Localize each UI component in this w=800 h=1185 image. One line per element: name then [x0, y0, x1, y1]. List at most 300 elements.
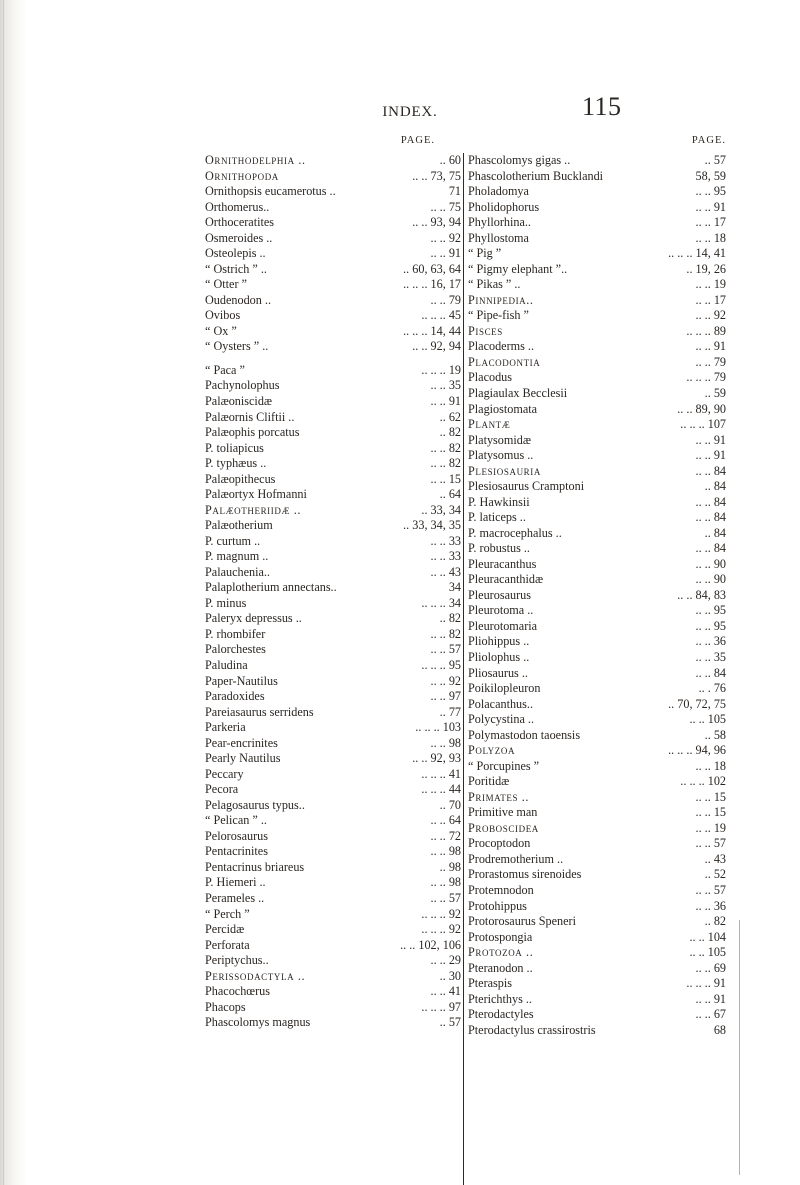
entry-name: Pliohippus .. — [468, 634, 530, 649]
entry-name: Plagiostomata — [468, 401, 538, 416]
running-head — [0, 94, 800, 124]
index-entry — [468, 1007, 726, 1023]
entry-page: .. .. 79 — [430, 292, 461, 307]
index-entry — [205, 518, 461, 534]
entry-name: P. curtum .. — [205, 533, 261, 548]
entry-name: “ Pipe-fish ” — [468, 308, 529, 323]
entry-name: Paradoxides — [205, 689, 265, 704]
index-entry — [468, 976, 726, 992]
entry-name: Protorosaurus Speneri — [468, 914, 576, 929]
index-entry — [205, 875, 461, 891]
page-label: PAGE. — [400, 135, 435, 146]
entry-page: .. 64 — [439, 487, 461, 502]
index-entry — [205, 262, 461, 278]
entry-name: Pholadomya — [468, 184, 529, 199]
index-entry — [205, 813, 461, 829]
entry-page: .. .. 15 — [430, 471, 461, 486]
index-entry — [205, 200, 461, 216]
entry-name: Pterodactylus crassirostris — [468, 1022, 596, 1037]
entry-name: Pentacrinites — [205, 844, 268, 859]
index-entry — [205, 184, 461, 200]
entry-name: Palæophis porcatus — [205, 425, 300, 440]
entry-name: Paludina — [205, 658, 248, 672]
entry-name: Ornithodelphia .. — [205, 153, 306, 167]
index-entry — [205, 922, 461, 938]
index-entry — [205, 829, 461, 845]
entry-page: .. .. 93, 94 — [412, 215, 461, 230]
index-entry — [468, 215, 726, 231]
entry-page: .. .. 19 — [695, 277, 726, 292]
index-entry — [205, 363, 461, 379]
index-entry — [205, 844, 461, 860]
entry-page: .. 52 — [704, 867, 726, 882]
entry-page: .. .. 73, 75 — [412, 168, 461, 183]
entry-name: Palæotherium — [205, 518, 273, 533]
entry-page: .. .. 15 — [695, 805, 726, 820]
entry-name: Pelorosaurus — [205, 828, 268, 843]
entry-name: P. rhombifer — [205, 626, 266, 641]
entry-page: .. .. .. 19 — [421, 362, 461, 377]
entry-name: “ Pikas ” .. — [468, 277, 521, 292]
entry-page: .. 70, 72, 75 — [668, 696, 726, 711]
entry-name: P. minus — [205, 595, 247, 610]
index-entry — [468, 774, 726, 790]
index-entry — [205, 293, 461, 309]
index-entry — [205, 580, 461, 596]
entry-name: Plagiaulax Becclesii — [468, 385, 568, 400]
entry-name: Platysomidæ — [468, 432, 531, 447]
entry-name: Primitive man — [468, 805, 538, 820]
index-entry — [205, 953, 461, 969]
entry-name: “ Pig ” — [468, 246, 502, 261]
entry-page: .. .. 18 — [695, 230, 726, 245]
index-entry — [468, 370, 726, 386]
entry-page: .. .. .. 44 — [421, 782, 461, 797]
left-column — [205, 135, 461, 1031]
entry-page: .. .. .. 103 — [415, 720, 461, 735]
entry-name: Pearly Nautilus — [205, 751, 281, 766]
entry-page: .. .. .. 14, 41 — [668, 246, 726, 261]
entry-name: Phascolomys gigas .. — [468, 153, 571, 167]
index-entry — [205, 231, 461, 247]
index-entry — [468, 402, 726, 418]
index-entry — [468, 650, 726, 666]
entry-page: .. .. .. 94, 96 — [668, 743, 726, 758]
index-entry — [205, 410, 461, 426]
entry-name: P. toliapicus — [205, 440, 264, 455]
index-entry — [468, 805, 726, 821]
entry-name: “ Paca ” — [205, 362, 245, 377]
entry-page: .. .. 98 — [430, 844, 461, 859]
entry-page: .. .. .. 79 — [686, 370, 726, 385]
entry-name: Pteraspis — [468, 976, 513, 991]
index-entry — [205, 627, 461, 643]
entry-page: .. .. 84 — [695, 494, 726, 509]
entry-name: Ornithopoda — [205, 168, 279, 183]
index-entry — [205, 938, 461, 954]
entry-page: .. .. 17 — [695, 292, 726, 307]
index-entry — [205, 456, 461, 472]
entry-page: .. .. 33 — [430, 533, 461, 548]
index-entry — [205, 596, 461, 612]
index-entry — [468, 572, 726, 588]
entry-name: P. typhæus .. — [205, 456, 267, 471]
entry-name: Proboscidea — [468, 820, 539, 835]
entry-name: “ Ox ” — [205, 323, 237, 338]
entry-name: Plesiosauria — [468, 463, 541, 478]
entry-page: .. .. 92 — [430, 673, 461, 688]
index-entry — [205, 534, 461, 550]
entry-name: Pterichthys .. — [468, 991, 532, 1006]
entry-page: .. .. 84 — [695, 510, 726, 525]
entry-name: Pteranodon .. — [468, 960, 533, 975]
entry-name: Palorchestes — [205, 642, 266, 657]
index-entry — [468, 899, 726, 915]
index-entry — [205, 324, 461, 340]
index-entry — [468, 448, 726, 464]
entry-page: 71 — [448, 184, 461, 199]
entry-page: .. 82 — [704, 914, 726, 929]
entry-page: .. .. 91 — [695, 199, 726, 214]
index-entry — [205, 487, 461, 503]
entry-name: Pentacrinus briareus — [205, 859, 305, 874]
entry-name: Pinnipedia.. — [468, 292, 534, 307]
entry-page: .. .. .. 41 — [421, 766, 461, 781]
entry-name: Pterodactyles — [468, 1007, 534, 1022]
index-entry — [468, 883, 726, 899]
index-entry — [205, 441, 461, 457]
index-entry — [468, 526, 726, 542]
entry-name: P. Hawkinsii — [468, 494, 530, 509]
entry-name: Plantæ — [468, 417, 511, 432]
column-divider — [463, 153, 464, 1185]
entry-page: .. .. .. 95 — [421, 658, 461, 672]
entry-page: .. .. 91 — [695, 448, 726, 463]
entry-name: Phyllorhina.. — [468, 215, 531, 230]
entry-page: .. .. 36 — [695, 898, 726, 913]
entry-name: Protohippus — [468, 898, 527, 913]
entry-name: “ Oysters ” .. — [205, 339, 269, 354]
entry-name: Primates .. — [468, 789, 530, 804]
entry-name: Pleuracanthus — [468, 556, 537, 571]
entry-name: Plesiosaurus Cramptoni — [468, 479, 585, 494]
entry-page: .. .. 84, 83 — [677, 587, 726, 602]
entry-page: .. .. 57 — [695, 836, 726, 851]
entry-page: .. .. 90 — [695, 572, 726, 587]
index-entry — [468, 697, 726, 713]
entry-page: .. 57 — [439, 1015, 461, 1030]
entry-name: Palaplotherium annectans.. — [205, 580, 337, 595]
index-entry — [468, 557, 726, 573]
entry-page: .. .. .. 92 — [421, 922, 461, 937]
index-entry — [468, 914, 726, 930]
entry-name: Osteolepis .. — [205, 246, 266, 261]
entry-name: Ovibos — [205, 308, 241, 323]
entry-page: .. 82 — [439, 611, 461, 626]
entry-page: .. . 76 — [698, 681, 726, 696]
index-entry — [468, 1023, 726, 1039]
index-entry — [205, 674, 461, 690]
entry-page: .. .. .. 45 — [421, 308, 461, 323]
entry-name: Polyzoa — [468, 743, 516, 758]
entry-page: .. .. 102, 106 — [400, 937, 461, 952]
entry-name: Palæoniscidæ — [205, 393, 273, 408]
index-entry — [468, 588, 726, 604]
entry-page: .. 33, 34, 35 — [403, 518, 461, 533]
index-entry — [468, 153, 726, 169]
entry-name: “ Ostrich ” .. — [205, 261, 267, 276]
index-entry — [205, 339, 461, 355]
right-column-header — [468, 135, 726, 153]
entry-page: .. 60, 63, 64 — [403, 261, 461, 276]
entry-page: .. .. 98 — [430, 875, 461, 890]
entry-page: .. .. 15 — [695, 789, 726, 804]
index-entry — [468, 510, 726, 526]
entry-page: .. .. 18 — [695, 758, 726, 773]
entry-page: .. 98 — [439, 859, 461, 874]
entry-page: .. .. 104 — [689, 929, 726, 944]
entry-name: Phascolotherium Bucklandi — [468, 168, 604, 183]
entry-name: P. Hiemeri .. — [205, 875, 266, 890]
index-entry — [205, 1000, 461, 1016]
entry-name: Orthoceratites — [205, 215, 275, 230]
entry-page: .. .. 84 — [695, 463, 726, 478]
entry-name: P. magnum .. — [205, 549, 269, 564]
index-entry — [468, 821, 726, 837]
index-entry — [205, 394, 461, 410]
entry-name: Phacops — [205, 999, 246, 1014]
entry-page: .. 84 — [704, 479, 726, 494]
entry-page: .. .. 57 — [430, 890, 461, 905]
entry-name: Protozoa .. — [468, 945, 534, 960]
entry-page: .. .. 90 — [695, 556, 726, 571]
entry-name: Perissodactyla .. — [205, 968, 306, 983]
entry-name: Pliolophus .. — [468, 650, 530, 664]
index-entry — [205, 1015, 461, 1031]
entry-page: .. 62 — [439, 409, 461, 424]
entry-name: Phyllostoma — [468, 230, 529, 245]
entry-name: Parkeria — [205, 720, 246, 735]
entry-page: .. .. 82 — [430, 626, 461, 641]
index-entry — [205, 611, 461, 627]
index-entry — [468, 231, 726, 247]
entry-spacer — [205, 355, 461, 363]
entry-name: Paper-Nautilus — [205, 673, 278, 688]
entry-page: .. .. 92, 93 — [412, 751, 461, 766]
index-entry — [468, 417, 726, 433]
entry-name: Pear-encrinites — [205, 735, 278, 750]
entry-page: .. .. 91 — [695, 991, 726, 1006]
index-entry — [468, 743, 726, 759]
entry-page: .. .. .. 14, 44 — [403, 323, 461, 338]
entry-page: .. .. 91 — [430, 393, 461, 408]
entry-name: Pleuracanthidæ — [468, 572, 544, 587]
index-entry — [205, 860, 461, 876]
entry-name: Pareiasaurus serridens — [205, 704, 314, 719]
page-label: PAGE. — [691, 135, 726, 146]
entry-name: P. macrocephalus .. — [468, 525, 562, 540]
entry-page: 58, 59 — [695, 168, 726, 183]
entry-name: Peccary — [205, 766, 244, 781]
entry-page: .. .. .. 16, 17 — [403, 277, 461, 292]
entry-page: .. .. 92 — [430, 230, 461, 245]
entry-page: .. .. .. 91 — [686, 976, 726, 991]
entry-page: .. .. 105 — [689, 945, 726, 960]
entry-name: Phascolomys magnus — [205, 1015, 311, 1030]
entry-page: .. .. 72 — [430, 828, 461, 843]
index-entry — [468, 293, 726, 309]
entry-page: .. .. 91 — [430, 246, 461, 261]
entry-name: Percidæ — [205, 922, 245, 937]
entry-page: .. .. .. 102 — [680, 774, 726, 789]
index-entry — [205, 705, 461, 721]
entry-name: Pecora — [205, 782, 239, 797]
index-entry — [468, 759, 726, 775]
index-entry — [468, 246, 726, 262]
index-entry — [468, 495, 726, 511]
entry-name: Pholidophorus — [468, 199, 540, 214]
entry-page: .. .. 43 — [430, 564, 461, 579]
entry-name: Procoptodon — [468, 836, 531, 851]
entry-page: .. 70 — [439, 797, 461, 812]
entry-page: .. .. .. 107 — [680, 417, 726, 432]
entry-name: Protemnodon — [468, 882, 534, 897]
entry-page: .. .. 57 — [430, 642, 461, 657]
index-entry — [205, 782, 461, 798]
index-entry — [468, 184, 726, 200]
index-entry — [205, 891, 461, 907]
entry-name: Prodremotherium .. — [468, 851, 564, 866]
index-entry — [205, 751, 461, 767]
index-entry — [468, 200, 726, 216]
index-entry — [205, 767, 461, 783]
entry-page: .. .. .. 97 — [421, 999, 461, 1014]
entry-name: Oudenodon .. — [205, 292, 272, 307]
index-entry — [205, 565, 461, 581]
entry-name: Periptychus.. — [205, 953, 269, 968]
entry-name: Palæopithecus — [205, 471, 276, 486]
entry-page: .. 60 — [439, 153, 461, 167]
entry-name: Palæotheriidæ .. — [205, 502, 302, 517]
index-entry — [205, 503, 461, 519]
entry-page: .. .. 105 — [689, 712, 726, 727]
entry-page: .. .. 17 — [695, 215, 726, 230]
index-entry — [468, 464, 726, 480]
entry-page: .. .. .. 34 — [421, 595, 461, 610]
entry-page: .. .. 91 — [695, 432, 726, 447]
entry-name: Protospongia — [468, 929, 533, 944]
index-entry — [468, 169, 726, 185]
entry-page: .. .. 95 — [695, 618, 726, 633]
index-entry — [205, 984, 461, 1000]
entry-name: Phacochœrus — [205, 984, 270, 999]
entry-name: Poikilopleuron — [468, 681, 541, 696]
index-entry — [205, 246, 461, 262]
entry-name: Osmeroides .. — [205, 230, 273, 245]
entry-name: “ Porcupines ” — [468, 758, 540, 773]
entry-page: .. .. 95 — [695, 603, 726, 618]
entry-page: .. .. 89, 90 — [677, 401, 726, 416]
entry-page: .. 84 — [704, 525, 726, 540]
entry-name: Pleurotoma .. — [468, 603, 534, 618]
entry-name: Pachynolophus — [205, 378, 280, 393]
entry-page: .. .. 95 — [695, 184, 726, 199]
margin-rule — [739, 920, 740, 1175]
entry-name: “ Perch ” — [205, 906, 250, 921]
index-entry — [205, 969, 461, 985]
entry-name: P. robustus .. — [468, 541, 530, 556]
left-column-header — [205, 135, 461, 153]
index-entry — [205, 658, 461, 674]
index-entry — [468, 308, 726, 324]
index-entry — [205, 425, 461, 441]
index-entry — [205, 378, 461, 394]
index-entry — [468, 836, 726, 852]
entry-page: .. 57 — [704, 153, 726, 167]
page-edge-shadow — [3, 0, 4, 1185]
entry-page: .. .. 97 — [430, 689, 461, 704]
entry-page: .. .. 41 — [430, 984, 461, 999]
entry-page: .. .. 67 — [695, 1007, 726, 1022]
entry-page: .. 59 — [704, 385, 726, 400]
entry-name: Palæortyx Hofmanni — [205, 487, 307, 502]
index-entry — [205, 798, 461, 814]
index-entry — [468, 728, 726, 744]
entry-name: Placodus — [468, 370, 513, 385]
index-entry — [205, 720, 461, 736]
index-entry — [205, 308, 461, 324]
entry-name: Placodontia — [468, 354, 541, 369]
entry-name: Paleryx depressus .. — [205, 611, 302, 626]
index-entry — [468, 666, 726, 682]
entry-page: .. .. .. 89 — [686, 323, 726, 338]
entry-page: .. 58 — [704, 727, 726, 742]
index-entry — [205, 736, 461, 752]
index-entry — [468, 961, 726, 977]
entry-name: Polymastodon taoensis — [468, 727, 581, 742]
entry-page: .. .. .. 92 — [421, 906, 461, 921]
entry-name: Platysomus .. — [468, 448, 534, 463]
index-entry — [468, 619, 726, 635]
right-column — [468, 135, 726, 1038]
index-entry — [468, 355, 726, 371]
entry-page: .. 19, 26 — [686, 261, 726, 276]
entry-name: P. laticeps .. — [468, 510, 526, 525]
entry-name: Pleurosaurus — [468, 587, 531, 602]
entry-page: .. 82 — [439, 425, 461, 440]
entry-page: .. .. 92 — [695, 308, 726, 323]
index-entry — [468, 790, 726, 806]
index-entry — [205, 689, 461, 705]
index-entry — [468, 277, 726, 293]
index-entry — [468, 479, 726, 495]
index-entry — [205, 549, 461, 565]
page-number: 115 — [582, 92, 622, 121]
entry-name: Poritidæ — [468, 774, 510, 789]
entry-page: .. 77 — [439, 704, 461, 719]
index-entry — [468, 433, 726, 449]
entry-name: Orthomerus.. — [205, 199, 270, 214]
index-entry — [205, 215, 461, 231]
index-entry — [468, 930, 726, 946]
entry-page: .. .. 79 — [695, 354, 726, 369]
entry-name: “ Otter ” — [205, 277, 247, 292]
index-entry — [205, 642, 461, 658]
entry-name: Pliosaurus .. — [468, 665, 528, 680]
entry-name: Perforata — [205, 937, 250, 952]
entry-name: Palæornis Cliftii .. — [205, 409, 295, 424]
entry-name: Prorastomus sirenoides — [468, 867, 582, 882]
